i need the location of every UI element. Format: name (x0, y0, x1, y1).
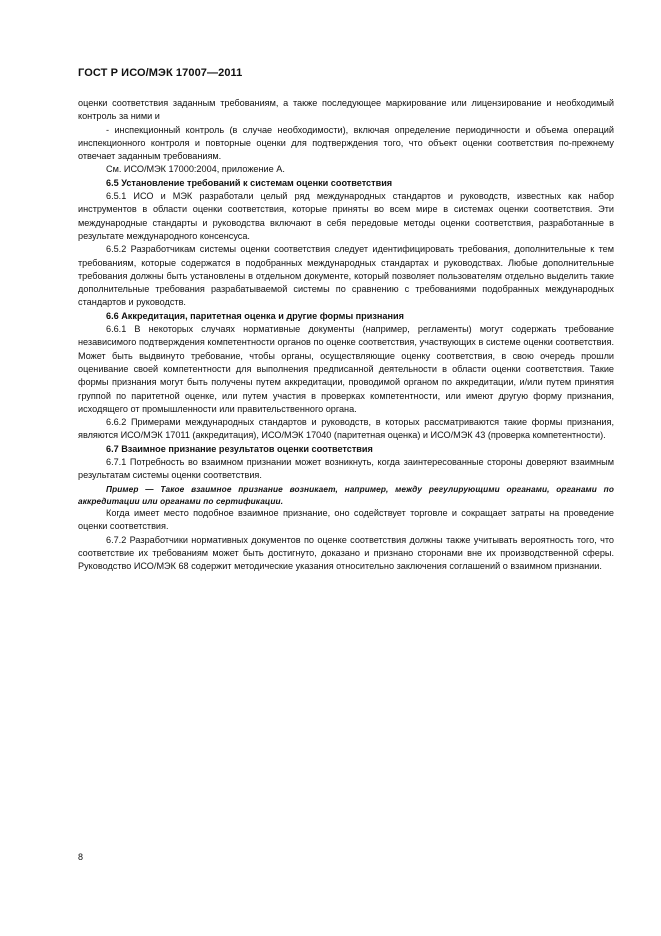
example-note: Пример — Такое взаимное признание возникает, например, между регулирующими органами, органами по аккредитации или органами по сертификации. (78, 483, 614, 506)
paragraph-6-6-2: 6.6.2 Примерами международных стандартов и руководств, в которых рассматриваются такие формы признания, являются ИСО/МЭК 17011 (аккредитация), ИСО/МЭК 17040 (паритетная оценка) и ИСО/МЭК 43 (проверка компетентности). (78, 417, 614, 441)
paragraph-6-5-1: 6.5.1 ИСО и МЭК разработали целый ряд международных стандартов и руководств, известных как набор инструментов в области оценки соответствия, которые приняты во всем мире в системах оценки соответствия. Эти международные стандарты и руководства включают в себя передовые методы оценки соответствия, разработанные в результате международного консенсуса. (78, 191, 614, 241)
document-body (78, 97, 614, 574)
page-number: 8 (78, 852, 84, 862)
paragraph-6-5-2: 6.5.2 Разработчикам системы оценки соответствия следует идентифицировать требования, дополнительные к тем требованиям, которые содержатся в подобранных международных стандартах и руководствах. Любые дополнительные требования должны быть установлены в отдельном документе, который позволяет пользователям отдельно выделить такие дополнительные требования разрабатываемой системы по сравнению с требованиями подобранных международных стандартов и руководств. (78, 244, 614, 308)
section-heading-6-5: 6.5 Установление требований к системам оценки соответствия (106, 177, 393, 188)
paragraph-6-7-2: 6.7.2 Разработчики нормативных документов по оценке соответствия должны также учитывать вероятность того, что соответствие их требованиям может быть достигнуто, доказано и признано сторонами вне их производственной сферы. Руководство ИСО/МЭК 68 содержит методические указания относительно заключения соглашений о взаимном признании. (78, 534, 614, 572)
list-item: - инспекционный контроль (в случае необходимости), включая определение периодичности и объема операций инспекционного контроля и повторные оценки для подтверждения того, что объект оценки соответствия по-прежнему отвечает заданным требованиям. (78, 124, 614, 162)
paragraph: Когда имеет место подобное взаимное признание, оно содействует торговле и сокращает затраты на проведение оценки соответствия. (78, 508, 614, 532)
section-heading-6-6: 6.6 Аккредитация, паритетная оценка и другие формы признания (106, 310, 404, 321)
document-header: ГОСТ Р ИСО/МЭК 17007—2011 (78, 67, 243, 79)
section-heading-6-7: 6.7 Взаимное признание результатов оценки соответствия (106, 443, 373, 454)
paragraph: оценки соответствия заданным требованиям, а также последующее маркирование или лицензирование и необходимый контроль за ними и (78, 98, 614, 122)
paragraph-6-7-1: 6.7.1 Потребность во взаимном признании может возникнуть, когда заинтересованные стороны доверяют взаимным результатам системы оценки соответствия. (78, 457, 614, 481)
paragraph-6-6-1: 6.6.1 В некоторых случаях нормативные документы (например, регламенты) могут содержать требование независимого подтверждения компетентности органов по оценке соответствия, участвующих в системе оценки соответствия. Может быть выдвинуто требование, чтобы органы, осуществляющие оценку соответствия, в свою очередь прошли оценивание своей компетентности для выполнения предписанной деятельности в области оценки соответствия. Такие формы признания могут быть получены путем аккредитации, проводимой органом по аккредитации, и/или путем принятия группой по паритетной оценке, или путем участия в проверках компетентности, или имеют другую форму признания, исходящего от промышленности или правительственного органа. (78, 324, 614, 414)
reference-note: См. ИСО/МЭК 17000:2004, приложение А. (106, 164, 285, 175)
